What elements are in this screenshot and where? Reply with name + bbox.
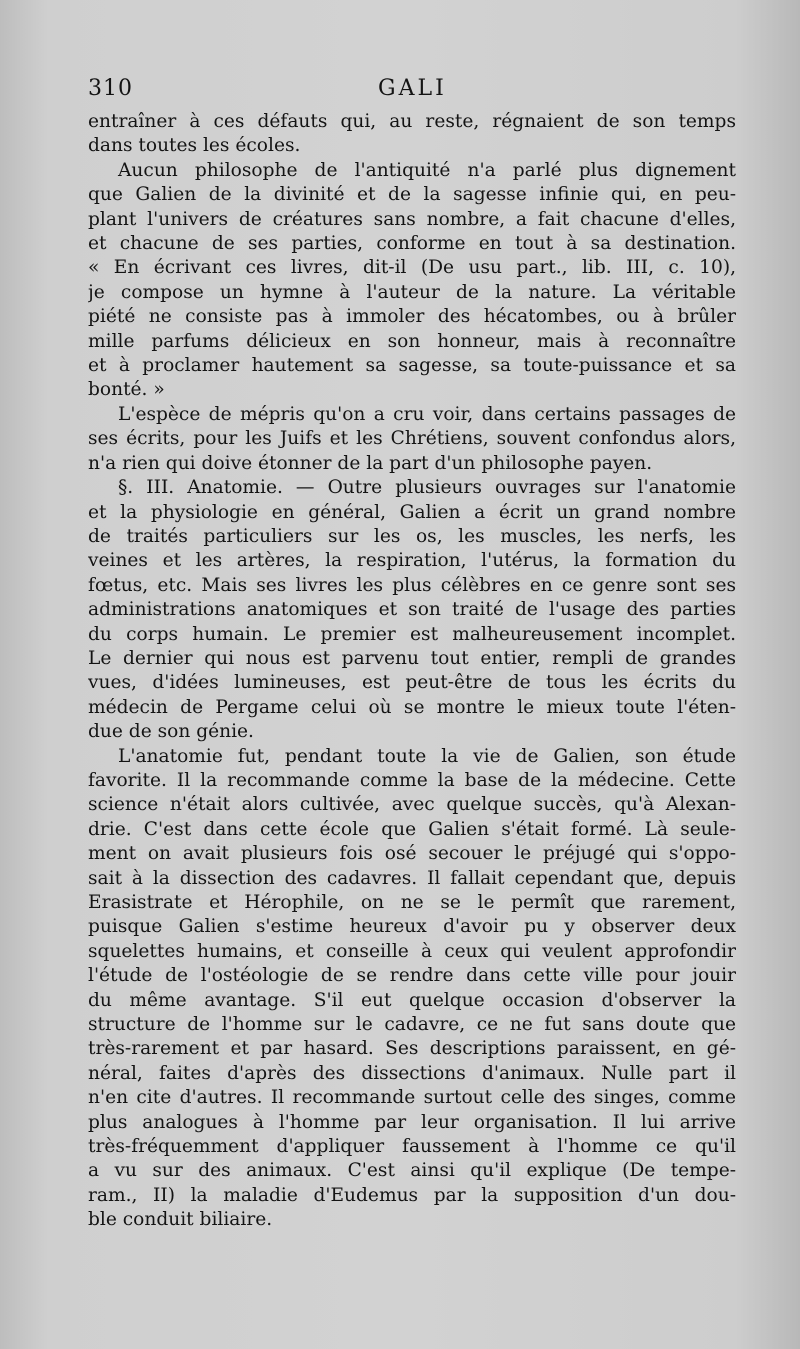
text-line: et la physiologie en général, Galien a écrit un grand nombre [88,501,736,523]
text-line: dans toutes les écoles. [88,135,301,157]
text-line: sait à la dissection des cadavres. Il fallait cependant que, depuis [88,867,736,889]
text-line: mille parfums délicieux en son honneur, mais à reconnaître [88,330,736,352]
text-line: bonté. » [88,379,165,401]
text-line: drie. C'est dans cette école que Galien s'était formé. Là seule- [88,818,736,840]
text-line: squelettes humains, et conseille à ceux qui veulent approfondir [88,940,736,962]
text-line: Aucun philosophe de l'antiquité n'a parlé plus dignement [118,159,736,181]
page-header [88,76,738,108]
text-line: du corps humain. Le premier est malheureusement incomplet. [88,623,736,645]
text-line: vues, d'idées lumineuses, est peut-être de tous les écrits du [88,672,736,694]
text-line: que Galien de la divinité et de la sagesse infinie qui, en peu- [88,184,736,206]
text-line: « En écrivant ces livres, dit-il (De usu part., lib. III, c. 10), [88,257,736,279]
running-title: GALI [378,76,447,101]
text-line: a vu sur des animaux. C'est ainsi qu'il explique (De tempe- [88,1160,736,1182]
text-line: entraîner à ces défauts qui, au reste, régnaient de son temps [88,111,736,132]
text-line: n'a rien qui doive étonner de la part d'un philosophe payen. [88,452,653,474]
text-line: je compose un hymne à l'auteur de la nature. La véritable [88,281,736,303]
text-line: et à proclamer hautement sa sagesse, sa toute-puissance et sa [88,355,736,377]
text-line: due de son génie. [88,721,254,743]
text-line: et chacune de ses parties, conforme en tout à sa destination. [88,233,736,255]
page-number: 310 [88,76,133,101]
text-line: science n'était alors cultivée, avec quelque succès, qu'à Alexan- [88,794,736,816]
text-line: structure de l'homme sur le cadavre, ce ne fut sans doute que [88,1014,736,1036]
text-line: L'anatomie fut, pendant toute la vie de Galien, son étude [118,745,736,767]
text-line: puisque Galien s'estime heureux d'avoir pu y observer deux [88,916,736,938]
text-line: veines et les artères, la respiration, l'utérus, la formation du [88,550,736,572]
text-line: de traités particuliers sur les os, les muscles, les nerfs, les [88,525,736,547]
text-line: ram., II) la maladie d'Eudemus par la supposition d'un dou- [88,1184,736,1206]
text-line: §. III. Anatomie. — Outre plusieurs ouvrages sur l'anatomie [118,477,736,499]
text-line: très-fréquemment d'appliquer faussement à l'homme ce qu'il [88,1136,736,1158]
text-line: fœtus, etc. Mais ses livres les plus célèbres en ce genre sont ses [88,574,736,596]
body-text [88,110,736,1233]
text-line: n'en cite d'autres. Il recommande surtout celle des singes, comme [88,1087,736,1109]
text-line: l'étude de l'ostéologie de se rendre dans cette ville pour jouir [88,965,736,987]
text-line: ble conduit biliaire. [88,1209,273,1231]
text-line: plant l'univers de créatures sans nombre, a fait chacune d'elles, [88,208,736,230]
text-line: favorite. Il la recommande comme la base de la médecine. Cette [88,769,736,791]
text-line: Le dernier qui nous est parvenu tout entier, rempli de grandes [88,647,736,669]
text-line: ment on avait plusieurs fois osé secouer le préjugé qui s'oppo- [88,843,736,865]
text-line: du même avantage. S'il eut quelque occasion d'observer la [88,989,736,1011]
text-line: néral, faites d'après des dissections d'animaux. Nulle part il [88,1062,736,1084]
text-line: administrations anatomiques et son traité de l'usage des parties [88,599,736,621]
text-line: très-rarement et par hasard. Ses descriptions paraissent, en gé- [88,1038,736,1060]
text-line: médecin de Pergame celui où se montre le mieux toute l'éten- [88,696,736,718]
text-line: L'espèce de mépris qu'on a cru voir, dans certains passages de [118,403,736,425]
text-line: Erasistrate et Hérophile, on ne se le permît que rarement, [88,892,736,913]
text-line: plus analogues à l'homme par leur organisation. Il lui arrive [88,1111,736,1133]
text-line: ses écrits, pour les Juifs et les Chrétiens, souvent confondus alors, [88,428,736,450]
text-line: piété ne consiste pas à immoler des hécatombes, ou à brûler [88,306,736,328]
